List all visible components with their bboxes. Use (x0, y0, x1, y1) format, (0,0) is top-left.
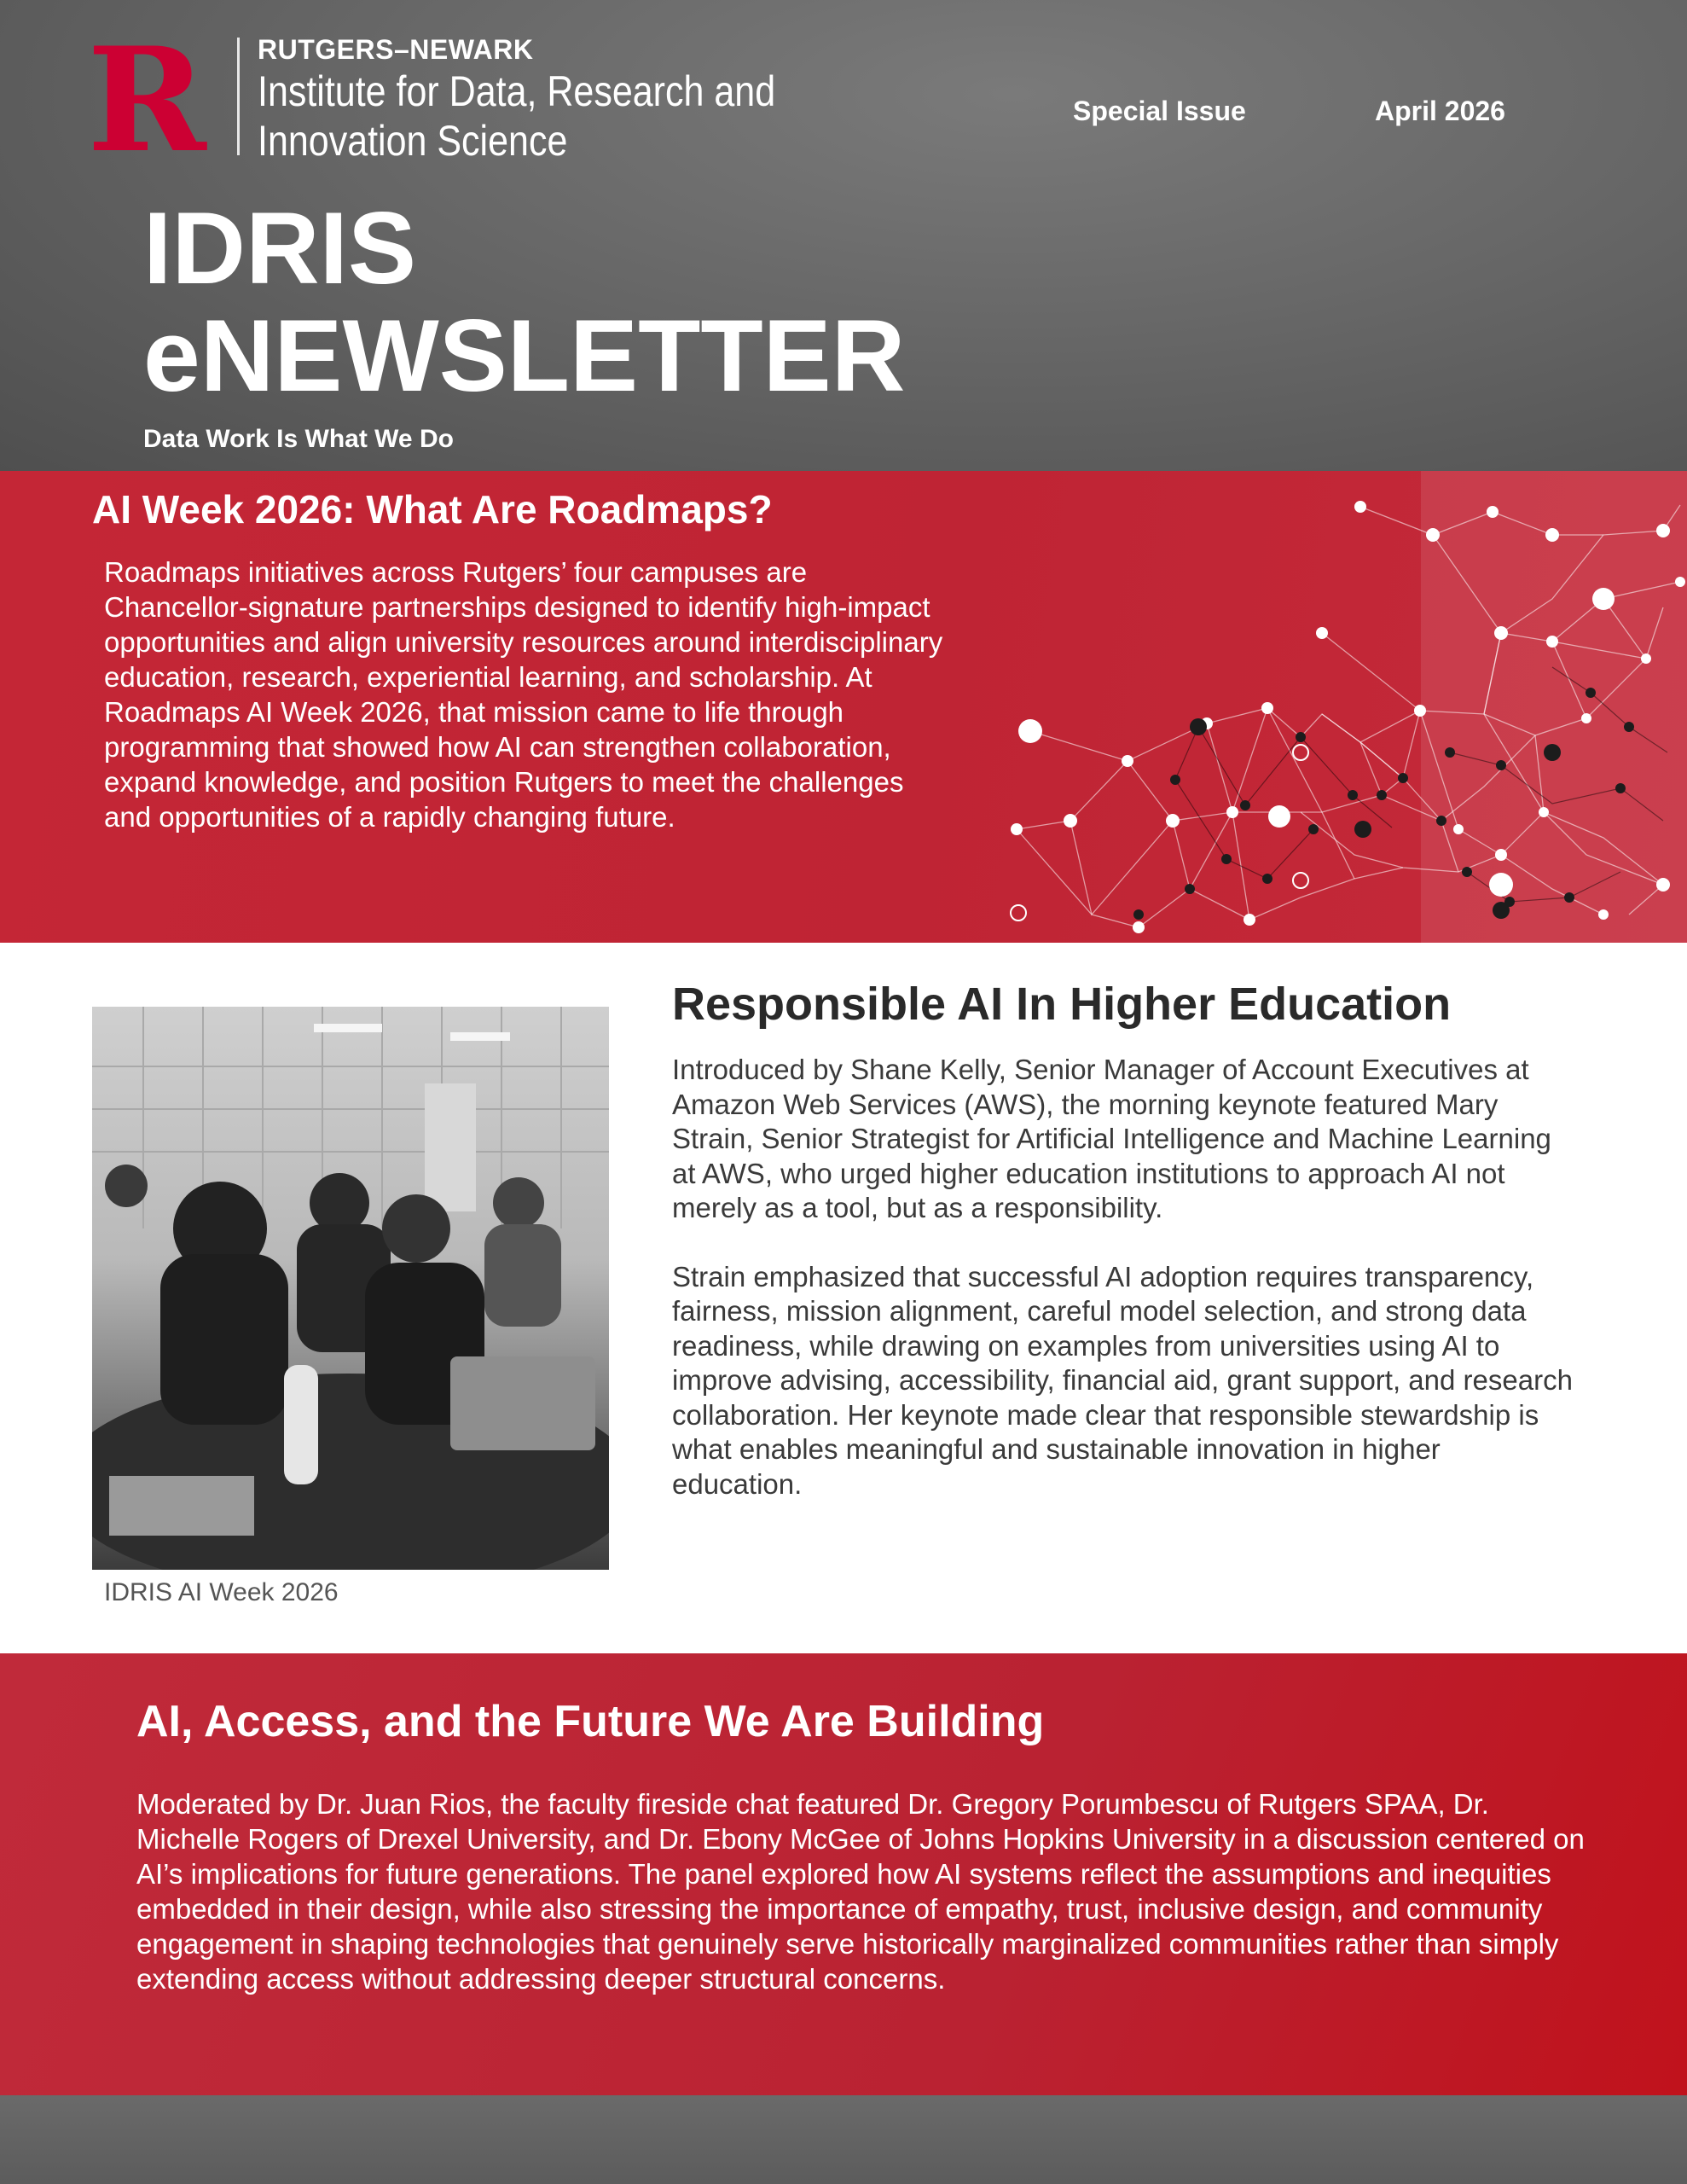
event-photo (92, 1007, 609, 1570)
roadmaps-section (0, 471, 1687, 943)
institution-name (258, 67, 815, 166)
logo-divider (237, 38, 240, 155)
masthead-line2: eNEWSLETTER (143, 299, 906, 413)
masthead-line1: IDRIS (143, 191, 417, 305)
institution-name-line1: Institute for Data, Research and (258, 67, 776, 115)
keynote-paragraph-2: Strain emphasized that successful AI adoption requires transparency, fairness, mission alignment, careful model selection, and strong data readiness, while drawing on examples from universities using AI to improve advising, accessibility, financial aid, grant support, and research collaboration. Her keynote made clear that responsible stewardship is what enables meaningful and sustainable innovation in higher education. (672, 1260, 1573, 1500)
masthead-title (143, 191, 906, 413)
institution-campus: RUTGERS–NEWARK (258, 34, 534, 65)
issue-label: Special Issue (1073, 96, 1246, 126)
tagline: Data Work Is What We Do (143, 425, 454, 453)
network-graphic (955, 471, 1687, 943)
institution-name-line2: Innovation Science (258, 117, 568, 165)
fireside-section (0, 1653, 1687, 2095)
svg-text:R: R (87, 38, 206, 157)
keynote-paragraph-1: Introduced by Shane Kelly, Senior Manager of Account Executives at Amazon Web Services (AWS), the morning keynote featured Mary Strain, Senior Strategist for Artificial Intelligence and Machine Learning at AWS, who urged higher education institutions to approach AI not merely as a tool, but as a responsibility. (672, 1054, 1551, 1223)
issue-date: April 2026 (1375, 96, 1505, 126)
fireside-title: AI, Access, and the Future We Are Building (136, 1697, 1045, 1746)
keynote-body (672, 1053, 1576, 1536)
rutgers-r-logo (78, 38, 215, 157)
keynote-title: Responsible AI In Higher Education (672, 979, 1452, 1030)
photo-caption: IDRIS AI Week 2026 (104, 1578, 339, 1606)
roadmaps-title: AI Week 2026: What Are Roadmaps? (92, 487, 773, 531)
roadmaps-body: Roadmaps initiatives across Rutgers’ four campuses are Chancellor-signature partnerships designed to identify high-impact opportunities and align university resources around interdisciplinary education, research, experiential learning, and scholarship. At Roadmaps AI Week 2026, that mission came to life through programming that showed how AI can strengthen collaboration, expand knowledge, and position Rutgers to meet the challenges and opportunities of a rapidly changing future. (104, 556, 943, 833)
footer-bar (0, 2095, 1687, 2184)
newsletter-header (0, 0, 1687, 471)
fireside-body: Moderated by Dr. Juan Rios, the faculty fireside chat featured Dr. Gregory Porumbescu of Rutgers SPAA, Dr. Michelle Rogers of Drexel University, and Dr. Ebony McGee of Johns Hopkins University in a discussion centered on AI’s implications for future generations. The panel explored how AI systems reflect the assumptions and inequities embedded in their design, while also stressing the importance of empathy, trust, inclusive design, and community engagement in shaping technologies that genuinely serve historically marginalized communities rather than simply extending access without addressing deeper structural concerns. (136, 1788, 1585, 1995)
